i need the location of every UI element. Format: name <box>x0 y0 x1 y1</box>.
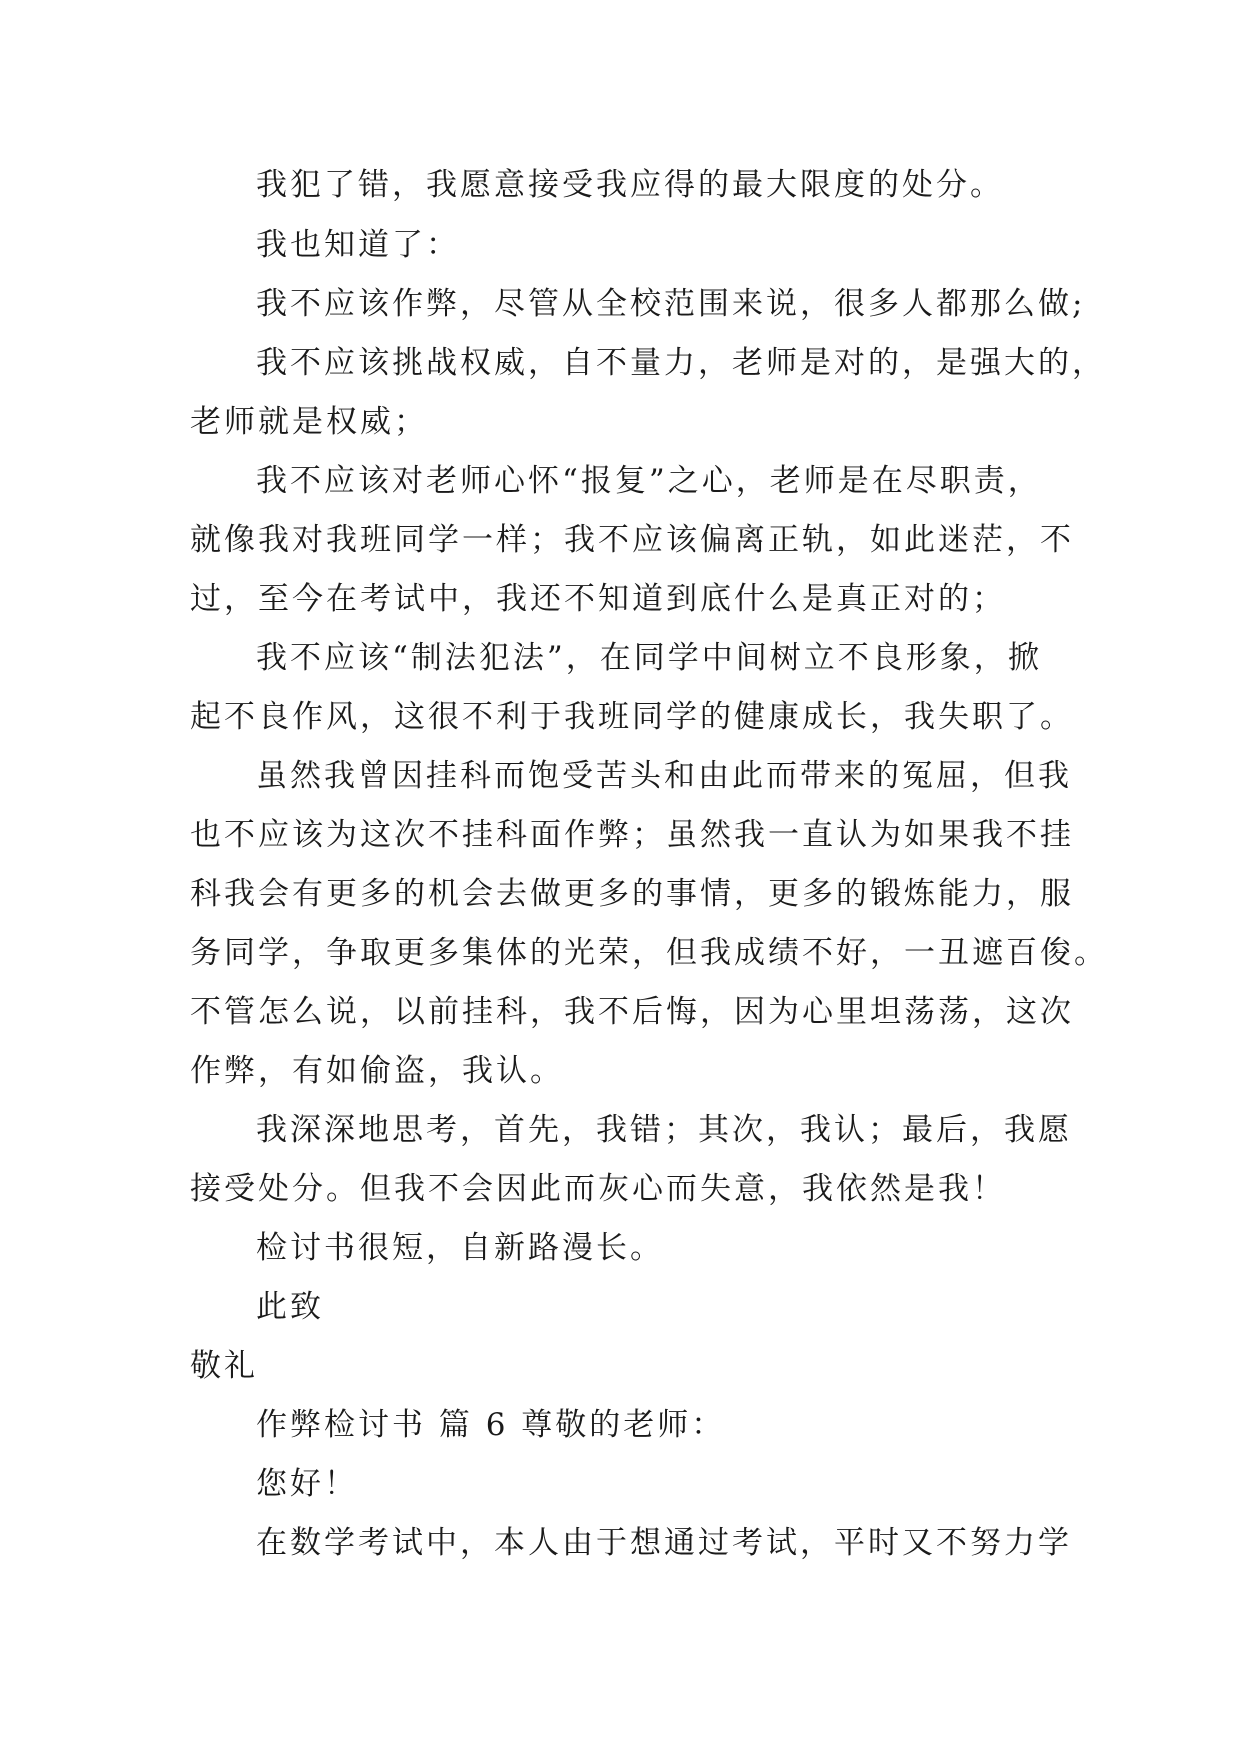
text-line-20: 此致 <box>256 1289 324 1325</box>
text-line-12: 也不应该为这次不挂科面作弊；虽然我一直认为如果我不挂 <box>190 817 1074 853</box>
text-line-15: 不管怎么说，以前挂科，我不后悔，因为心里坦荡荡，这次 <box>190 994 1074 1030</box>
text-line-3: 我不应该作弊，尽管从全校范围来说，很多人都那么做; <box>256 286 1086 322</box>
text-line-13: 科我会有更多的机会去做更多的事情，更多的锻炼能力，服 <box>190 876 1074 912</box>
text-line-24: 在数学考试中，本人由于想通过考试，平时又不努力学 <box>256 1525 1072 1561</box>
text-line-10: 起不良作风，这很不利于我班同学的健康成长，我失职了。 <box>190 699 1074 735</box>
text-line-7: 就像我对我班同学一样；我不应该偏离正轨，如此迷茫，不 <box>190 522 1074 558</box>
text-line-9: 我不应该“制法犯法”，在同学中间树立不良形象，掀 <box>256 640 1042 676</box>
text-line-19: 检讨书很短，自新路漫长。 <box>256 1230 664 1266</box>
text-line-17: 我深深地思考，首先，我错；其次，我认；最后，我愿 <box>256 1112 1072 1148</box>
text-line-21: 敬礼 <box>190 1348 258 1384</box>
text-line-2: 我也知道了： <box>256 227 460 263</box>
text-line-14: 务同学，争取更多集体的光荣，但我成绩不好，一丑遮百俊。 <box>190 935 1108 971</box>
text-line-1: 我犯了错，我愿意接受我应得的最大限度的处分。 <box>256 167 1004 203</box>
text-line-23: 您好！ <box>256 1466 358 1502</box>
text-line-6: 我不应该对老师心怀“报复”之心，老师是在尽职责， <box>256 463 1042 499</box>
text-line-11: 虽然我曾因挂科而饱受苦头和由此而带来的冤屈，但我 <box>256 758 1072 794</box>
text-line-5: 老师就是权威； <box>190 404 428 440</box>
text-line-16: 作弊，有如偷盗，我认。 <box>190 1053 564 1089</box>
text-line-22: 作弊检讨书 篇 6 尊敬的老师： <box>256 1407 726 1443</box>
text-line-18: 接受处分。但我不会因此而灰心而失意，我依然是我！ <box>190 1171 1006 1207</box>
text-line-8: 过，至今在考试中，我还不知道到底什么是真正对的； <box>190 581 1006 617</box>
text-line-4: 我不应该挑战权威，自不量力，老师是对的，是强大的， <box>256 345 1106 381</box>
